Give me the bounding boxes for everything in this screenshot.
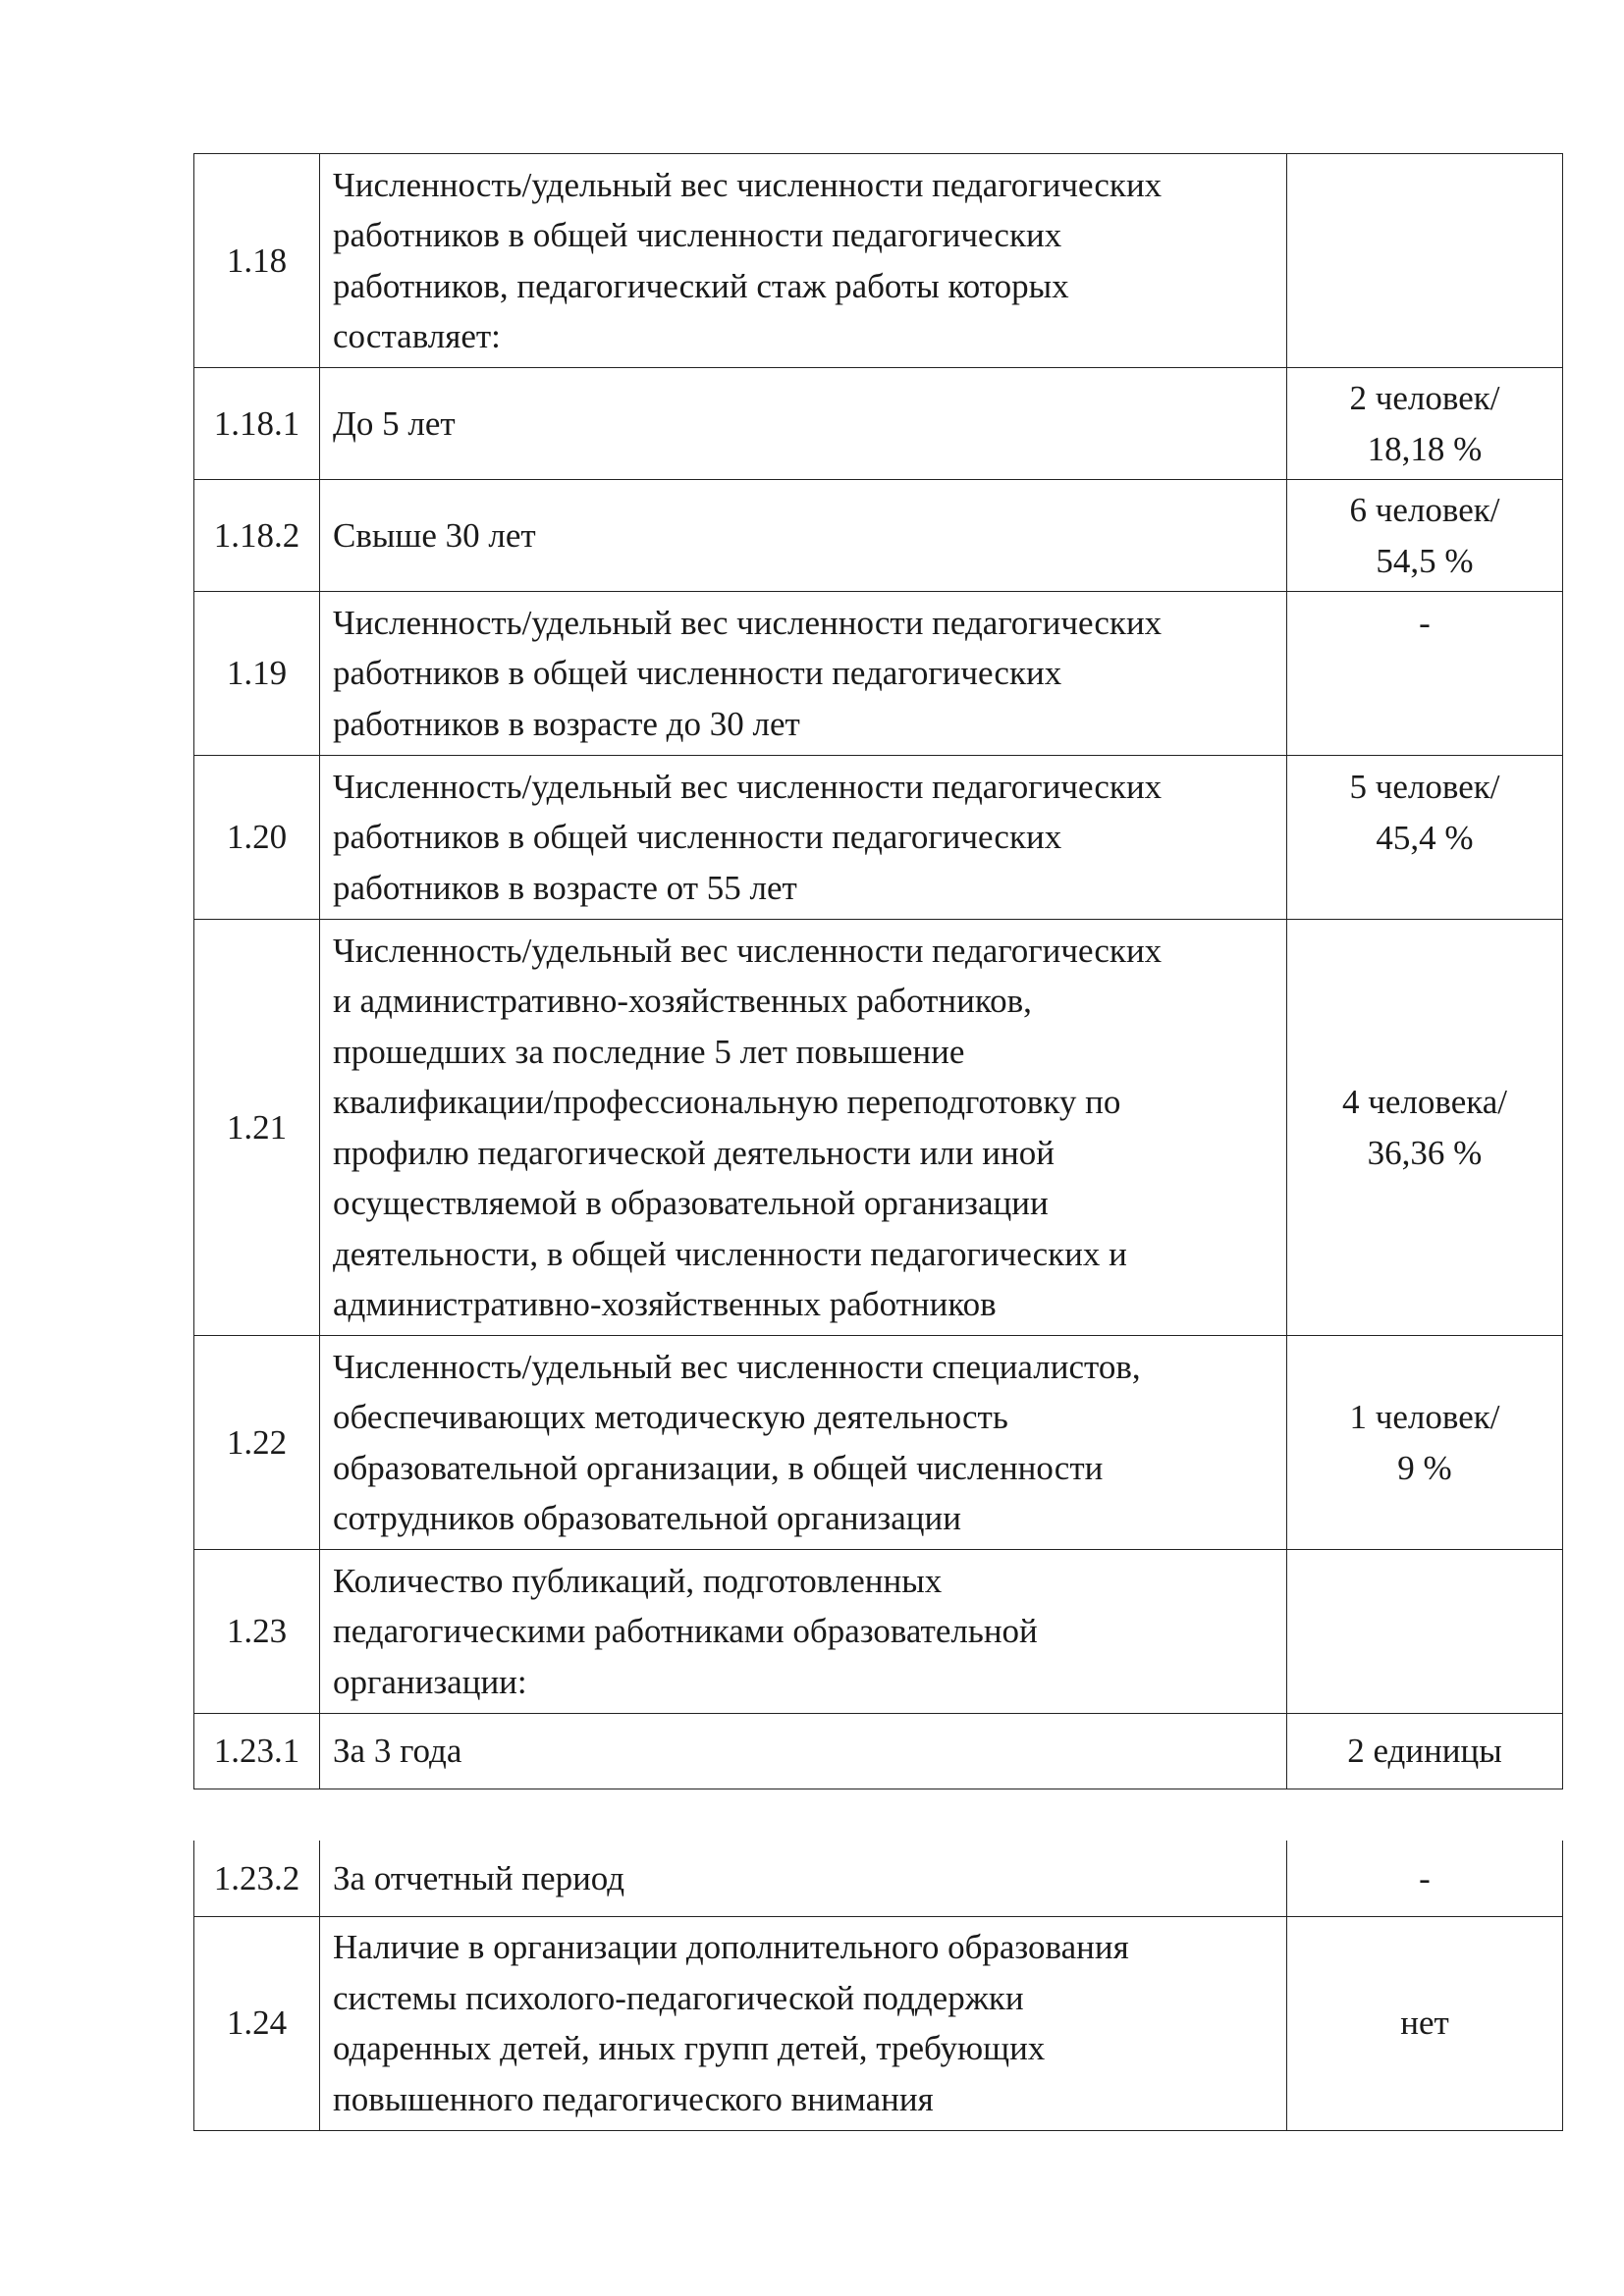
row-description — [320, 1916, 1287, 2130]
value-line: 45,4 % — [1376, 818, 1474, 857]
description-line: профилю педагогической деятельности или иной — [333, 1133, 1055, 1172]
row-description — [320, 368, 1287, 480]
table-row — [194, 1916, 1563, 2130]
row-description — [320, 1550, 1287, 1714]
description-line: Количество публикаций, подготовленных — [333, 1561, 943, 1600]
row-description — [320, 480, 1287, 592]
description-line: За отчетный период — [333, 1858, 625, 1897]
row-number: 1.23.1 — [194, 1714, 320, 1789]
value-line: - — [1419, 604, 1431, 642]
row-number: 1.20 — [194, 756, 320, 920]
description-line: работников в возрасте до 30 лет — [333, 704, 800, 743]
value-line: 36,36 % — [1367, 1133, 1483, 1172]
value-line: 1 человек/ — [1349, 1398, 1500, 1436]
row-value — [1287, 1916, 1563, 2130]
description-line: одаренных детей, иных групп детей, требующих — [333, 2029, 1046, 2067]
description-line: За 3 года — [333, 1732, 462, 1771]
table-row — [194, 756, 1563, 920]
description-line: повышенного педагогического внимания — [333, 2079, 934, 2118]
row-description — [320, 1841, 1287, 1916]
description-line: Численность/удельный вес численности педагогических — [333, 931, 1163, 970]
description-line: работников, педагогический стаж работы которых — [333, 266, 1069, 305]
description-line: деятельности, в общей численности педагогических и — [333, 1234, 1127, 1273]
row-value — [1287, 1336, 1563, 1550]
row-number: 1.22 — [194, 1336, 320, 1550]
description-line: педагогическими работниками образовательной — [333, 1612, 1038, 1651]
row-number: 1.21 — [194, 920, 320, 1336]
table-row — [194, 1336, 1563, 1550]
description-line: работников в общей численности педагогических — [333, 654, 1062, 693]
row-value — [1287, 154, 1563, 368]
row-number: 1.18 — [194, 154, 320, 368]
description-line: осуществляемой в образовательной организации — [333, 1184, 1049, 1222]
description-line: составляет: — [333, 317, 501, 355]
table-row — [194, 920, 1563, 1336]
row-description — [320, 756, 1287, 920]
row-value — [1287, 480, 1563, 592]
description-line: организации: — [333, 1662, 527, 1701]
description-line: системы психолого-педагогической поддержки — [333, 1978, 1024, 2017]
description-line: Численность/удельный вес численности специалистов, — [333, 1347, 1141, 1386]
description-line: прошедших за последние 5 лет повышение — [333, 1032, 965, 1071]
row-description — [320, 154, 1287, 368]
value-line: 54,5 % — [1376, 541, 1474, 580]
description-line: Численность/удельный вес численности педагогических — [333, 165, 1163, 204]
value-line: 2 единицы — [1347, 1732, 1502, 1771]
description-line: работников в общей численности педагогических — [333, 216, 1062, 254]
row-number: 1.24 — [194, 1916, 320, 2130]
description-line: работников в общей численности педагогических — [333, 818, 1062, 857]
row-value — [1287, 1841, 1563, 1916]
description-line: квалификации/профессиональную переподготовку по — [333, 1083, 1121, 1121]
table-row — [194, 480, 1563, 592]
description-line: Численность/удельный вес численности педагогических — [333, 767, 1163, 806]
row-number: 1.23 — [194, 1550, 320, 1714]
indicators-table-body — [194, 1841, 1563, 2130]
table-row — [194, 154, 1563, 368]
row-value — [1287, 920, 1563, 1336]
description-line: и административно-хозяйственных работников, — [333, 982, 1032, 1020]
description-line: сотрудников образовательной организации — [333, 1499, 961, 1537]
row-number: 1.23.2 — [194, 1841, 320, 1916]
value-line: - — [1419, 1858, 1431, 1897]
row-description — [320, 1336, 1287, 1550]
row-number: 1.19 — [194, 592, 320, 756]
row-description — [320, 592, 1287, 756]
row-description — [320, 1714, 1287, 1789]
value-line: 9 % — [1397, 1448, 1452, 1487]
description-line: обеспечивающих методическую деятельность — [333, 1398, 1008, 1436]
row-description — [320, 920, 1287, 1336]
value-line: 2 человек/ — [1349, 379, 1500, 417]
description-line: образовательной организации, в общей численности — [333, 1448, 1104, 1487]
table-row — [194, 368, 1563, 480]
row-value — [1287, 1550, 1563, 1714]
description-line: административно-хозяйственных работников — [333, 1285, 997, 1323]
table-row — [194, 1841, 1563, 1916]
indicators-table-body — [194, 154, 1563, 1789]
description-line: работников в возрасте от 55 лет — [333, 868, 797, 907]
table-row — [194, 1550, 1563, 1714]
row-number: 1.18.2 — [194, 480, 320, 592]
row-value — [1287, 1714, 1563, 1789]
row-value — [1287, 756, 1563, 920]
description-line: Свыше 30 лет — [333, 515, 536, 555]
table-row — [194, 592, 1563, 756]
value-line: 5 человек/ — [1349, 768, 1500, 806]
table-row — [194, 1714, 1563, 1789]
value-line: нет — [1400, 2003, 1449, 2043]
value-line: 4 человека/ — [1342, 1083, 1507, 1121]
description-line: Численность/удельный вес численности педагогических — [333, 603, 1163, 642]
value-line: 18,18 % — [1367, 429, 1483, 468]
row-value — [1287, 592, 1563, 756]
indicators-table-part-2 — [193, 1841, 1563, 2131]
row-number: 1.18.1 — [194, 368, 320, 480]
value-line: 6 человек/ — [1349, 491, 1500, 529]
description-line: До 5 лет — [333, 403, 456, 443]
indicators-table-part-1 — [193, 153, 1563, 1789]
row-value — [1287, 368, 1563, 480]
description-line: Наличие в организации дополнительного образования — [333, 1928, 1129, 1966]
